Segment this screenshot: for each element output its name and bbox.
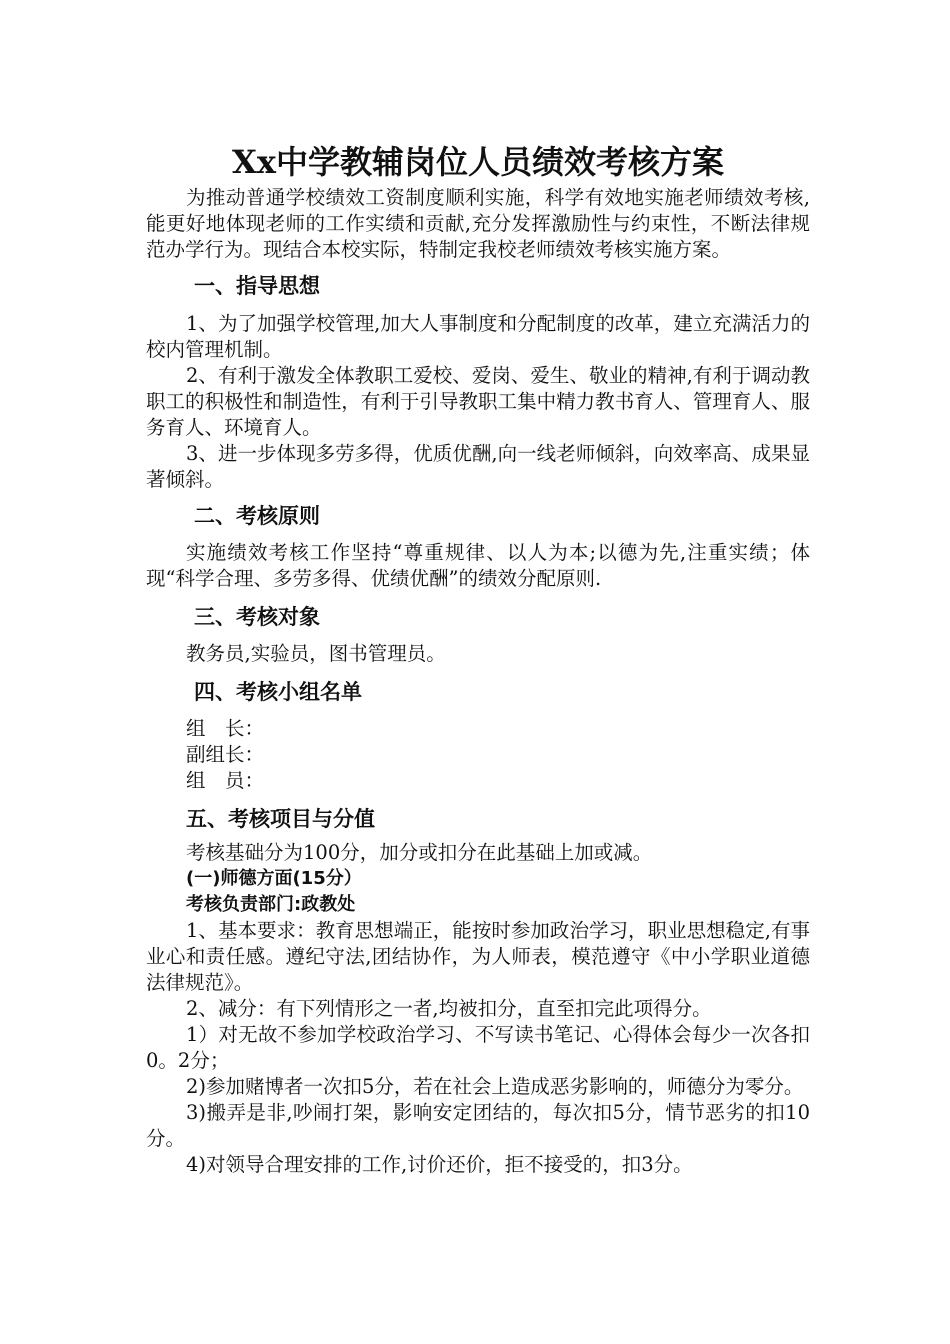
section-heading-team-list: 四、考核小组名单 xyxy=(194,680,362,704)
basic-requirement-paragraph: 1、基本要求：教育思想端正，能按时参加政治学习，职业思想稳定,有事业心和责任感。遵纪守法,团结协作，为人师表，模范遵守《中小学职业道德法律规范》。 xyxy=(146,919,810,994)
team-deputy-line: 副组长： xyxy=(186,743,265,766)
subsection-title-ethics: (一)师德方面(15分） xyxy=(186,868,362,889)
guiding-item-2: 2、有利于激发全体教职工爱校、爱岗、爱生、敬业的精神,有利于调动教职工的积极性和制造性，有利于引导教职工集中精力教书育人、管理育人、服务育人、环境育人。 xyxy=(146,364,810,439)
team-member-line: 组 员： xyxy=(186,769,265,792)
deduction-item-1: 1）对无故不参加学校政治学习、不写读书笔记、心得体会每少一次各扣0。2分； xyxy=(146,1023,810,1072)
section-heading-guiding-thought: 一、指导思想 xyxy=(194,274,320,298)
guiding-item-3: 3、进一步体现多劳多得，优质优酬,向一线老师倾斜，向效率高、成果显著倾斜。 xyxy=(146,442,810,491)
subsection-responsible-dept: 考核负责部门:政教处 xyxy=(186,894,356,915)
deduction-item-2: 2)参加赌博者一次扣5分，若在社会上造成恶劣影响的，师德分为零分。 xyxy=(186,1075,804,1098)
team-leader-line: 组 长： xyxy=(186,717,265,740)
intro-paragraph: 为推动普通学校绩效工资制度顺利实施，科学有效地实施老师绩效考核,能更好地体现老师的工作实绩和贡献,充分发挥激励性与约束性，不断法律规范办学行为。现结合本校实际，特制定我校老师绩效考核实施方案。 xyxy=(146,186,810,261)
guiding-item-1: 1、为了加强学校管理,加大人事制度和分配制度的改革，建立充满活力的校内管理机制。 xyxy=(146,312,810,361)
section-heading-items-scores: 五、考核项目与分值 xyxy=(186,807,375,831)
document-title: Xx中学教辅岗位人员绩效考核方案 xyxy=(232,143,724,181)
targets-paragraph: 教务员,实验员，图书管理员。 xyxy=(186,642,446,665)
deduction-intro: 2、减分：有下列情形之一者,均被扣分，直至扣完此项得分。 xyxy=(186,997,712,1020)
deduction-item-3: 3)搬弄是非,吵闹打架，影响安定团结的，每次扣5分，情节恶劣的扣10分。 xyxy=(146,1101,810,1150)
principles-paragraph: 实施绩效考核工作坚持“尊重规律、以人为本;以德为先,注重实绩；体现“科学合理、多劳多得、优绩优酬”的绩效分配原则. xyxy=(146,541,810,590)
section-heading-principles: 二、考核原则 xyxy=(194,504,320,528)
deduction-item-4: 4)对领导合理安排的工作,讨价还价，拒不接受的，扣3分。 xyxy=(186,1153,693,1176)
section-heading-targets: 三、考核对象 xyxy=(194,605,320,629)
base-score-note: 考核基础分为100分，加分或扣分在此基础上加或减。 xyxy=(186,841,653,864)
document-page xyxy=(146,140,810,1178)
